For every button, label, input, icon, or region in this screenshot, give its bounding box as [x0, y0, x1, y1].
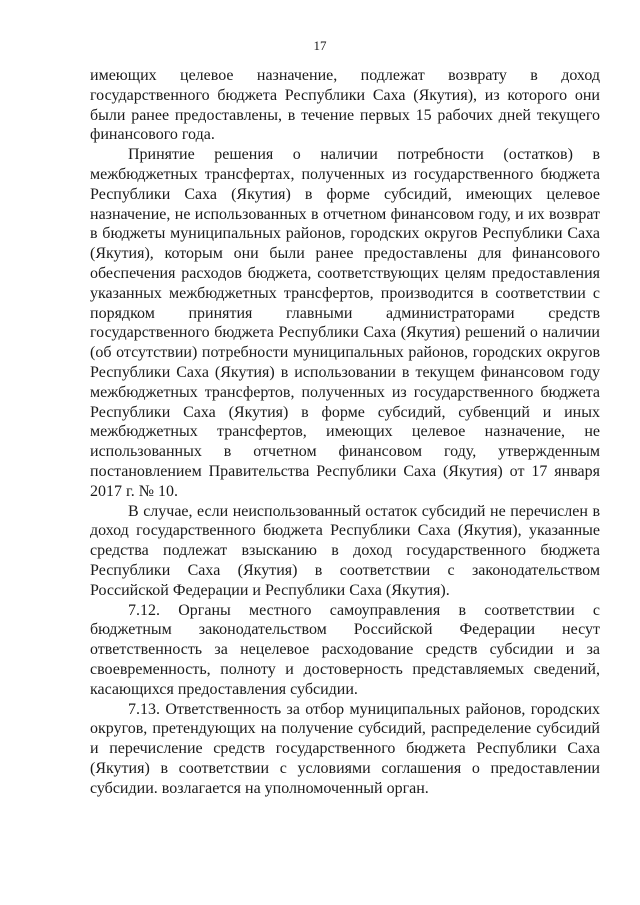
paragraph-clause-7-13: 7.13. Ответственность за отбор муниципальных районов, городских округов, претендующих на получение субсидий, распределение субсидий и перечисление средств государственного бюджета Республики Саха (Якутия) в соответствии с условиями соглашения о предоставлении субсидии. возлагается на уполномоченный орган. [90, 700, 600, 797]
paragraph-decision-on-remains: Принятие решения о наличии потребности (остатков) в межбюджетных трансфертах, полученных из государственного бюджета Республики Саха (Якутия) в форме субсидий, имеющих целевое назначение, не использованных в отчетном финансовом году, и их возврат в бюджеты муниципальных районов, городских округов Республики Саха (Якутия), которым они были ранее предоставлены для финансового обеспечения расходов бюджета, соответствующих целям предоставления указанных межбюджетных трансфертов, производится в соответствии с порядком принятия главными администраторами средств государственного бюджета Республики Саха (Якутия) решений о наличии (об отсутствии) потребности муниципальных районов, городских округов Республики Саха (Якутия) в использовании в текущем финансовом году межбюджетных трансфертов, полученных из государственного бюджета Республики Саха (Якутия) в форме субсидий, субвенций и иных межбюджетных трансфертов, имеющих целевое назначение, не использованных в отчетном финансовом году, утвержденным постановлением Правительства Республики Саха (Якутия) от 17 января 2017 г. № 10. [90, 146, 600, 500]
paragraph-clause-7-12: 7.12. Органы местного самоуправления в соответствии с бюджетным законодательством Российской Федерации несут ответственность за нецелевое расходование средств субсидии и за своевременность, полноту и достоверность представляемых сведений, касающихся предоставления субсидии. [90, 601, 600, 698]
paragraph-recovery-of-remains: В случае, если неиспользованный остаток субсидий не перечислен в доход государственного бюджета Республики Саха (Якутия), указанные средства подлежат взысканию в доход государственного бюджета Республики Саха (Якутия) в соответствии с законодательством Российской Федерации и Республики Саха (Якутия). [90, 502, 600, 599]
paragraph-continuation: имеющих целевое назначение, подлежат возврату в доход государственного бюджета Республики Саха (Якутия), из которого они были ранее предоставлены, в течение первых 15 рабочих дней текущего финансового года. [90, 67, 600, 144]
page-number: 17 [313, 38, 327, 53]
document-body [90, 66, 600, 798]
